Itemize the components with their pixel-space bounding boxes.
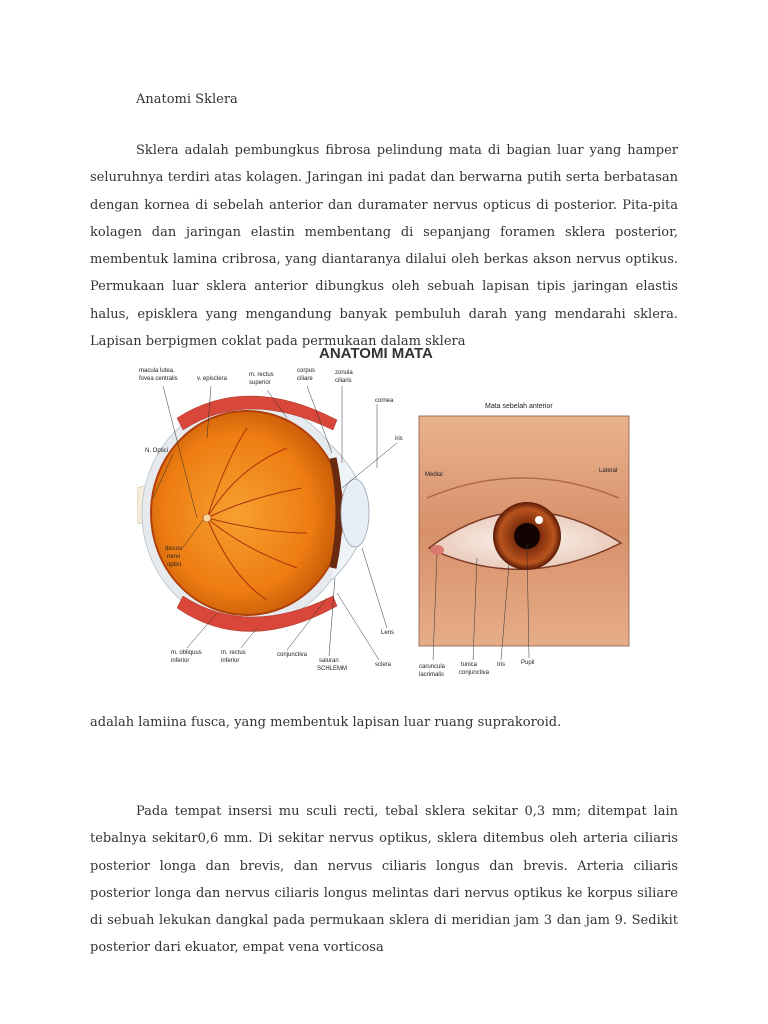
label-conjunctiva: conjunctiva — [277, 652, 308, 658]
paragraph-intro-text: Sklera adalah pembungkus fibrosa pelindung mata di bagian luar yang hamper seluruhnya terdiri atas kolagen. Jaringan ini padat dan berwarna putih serta berbatasan dengan kornea di sebelah anterior dan duramater nervus opticus di posterior. Pita-pita kolagen dan jaringan elastin membentang di sepanjang foramen sklera posterior, membentuk lamina cribrosa, yang diantaranya dilalui oleh berkas akson nervus optikus. Permukaan luar sklera anterior dibungkus oleh sebuah lapisan tipis jaringan elastis halus, episklera yang mengandung banyak pembuluh darah yang mendarahi sklera. Lapisan berpigmen coklat pada permukaan dalam sklera — [90, 143, 678, 350]
paragraph-intro — [90, 137, 678, 355]
label-episclera: v. episclera — [197, 376, 227, 382]
label-zonula-1: zonula — [335, 370, 353, 376]
label-rectus-superior-1: m. rectus — [249, 372, 274, 378]
label-iris-anterior: Iris — [497, 662, 505, 668]
label-lens: Lens — [381, 630, 395, 636]
label-cornea: cornea — [375, 398, 394, 404]
figure-title: ANATOMI MATA — [319, 345, 433, 362]
paragraph-insertion-text: Pada tempat insersi mu sculi recti, tebal sklera sekitar 0,3 mm; ditempat lain tebalnya sekitar0,6 mm. Di sekitar nervus optikus, sklera ditembus oleh arteria ciliaris posterior longa dan brevis, dan nervus ciliaris longus dan brevis. Arteria ciliaris posterior longa dan nervus ciliaris longus melintas dari nervus optikus ke korpus siliare di sebuah lekukan dangkal pada permukaan sklera di meridian jam 3 dan jam 9. Sedikit posterior dari ekuator, empat vena vorticosa — [90, 804, 678, 956]
label-discus-3: optici — [167, 562, 182, 568]
label-macula-1: macula lutea, — [139, 368, 175, 374]
label-saluran-2: SCHLEMM — [317, 666, 348, 672]
label-discus-2: nervi — [167, 554, 181, 560]
label-corpus-2: ciliare — [297, 376, 313, 382]
label-discus-1: discus — [165, 546, 183, 552]
paragraph-continuation: adalah lamiina fusca, yang membentuk lapisan luar ruang suprakoroid. — [90, 715, 562, 730]
paragraph-insertion — [90, 798, 678, 962]
label-lateral: Lateral — [599, 468, 618, 474]
label-corpus-1: corpus — [297, 368, 316, 374]
label-tunica-2: conjunctiva — [459, 670, 490, 676]
label-zonula-2: ciliaris — [335, 378, 352, 384]
label-obliquus-2: inferior — [171, 658, 190, 664]
panel-right-title: Mata sebelah anterior — [485, 403, 553, 410]
label-tunica-1: tunica — [461, 662, 478, 668]
label-rectus-superior-2: superior — [249, 380, 271, 386]
label-caruncula-2: lacrimalis — [419, 672, 445, 678]
label-pupil: Pupil — [521, 660, 535, 666]
label-obliquus-1: m. obliquus — [171, 650, 202, 656]
label-sclera: sclera — [375, 662, 392, 668]
section-heading: Anatomi Sklera — [136, 92, 238, 107]
label-medial: Medial — [425, 472, 443, 478]
label-caruncula-1: caruncula — [419, 664, 446, 670]
eye-cross-section — [137, 368, 403, 672]
label-macula-2: fovea centralis — [139, 376, 178, 382]
label-saluran-1: saluran — [319, 658, 339, 664]
label-rectus-inferior-2: inferior — [221, 658, 240, 664]
label-n-optici: N. Optici — [145, 448, 169, 454]
eye-anterior-view — [419, 403, 629, 678]
label-iris: iris — [395, 436, 403, 442]
eye-anatomy-figure — [137, 338, 639, 710]
label-rectus-inferior-1: m. rectus — [221, 650, 246, 656]
